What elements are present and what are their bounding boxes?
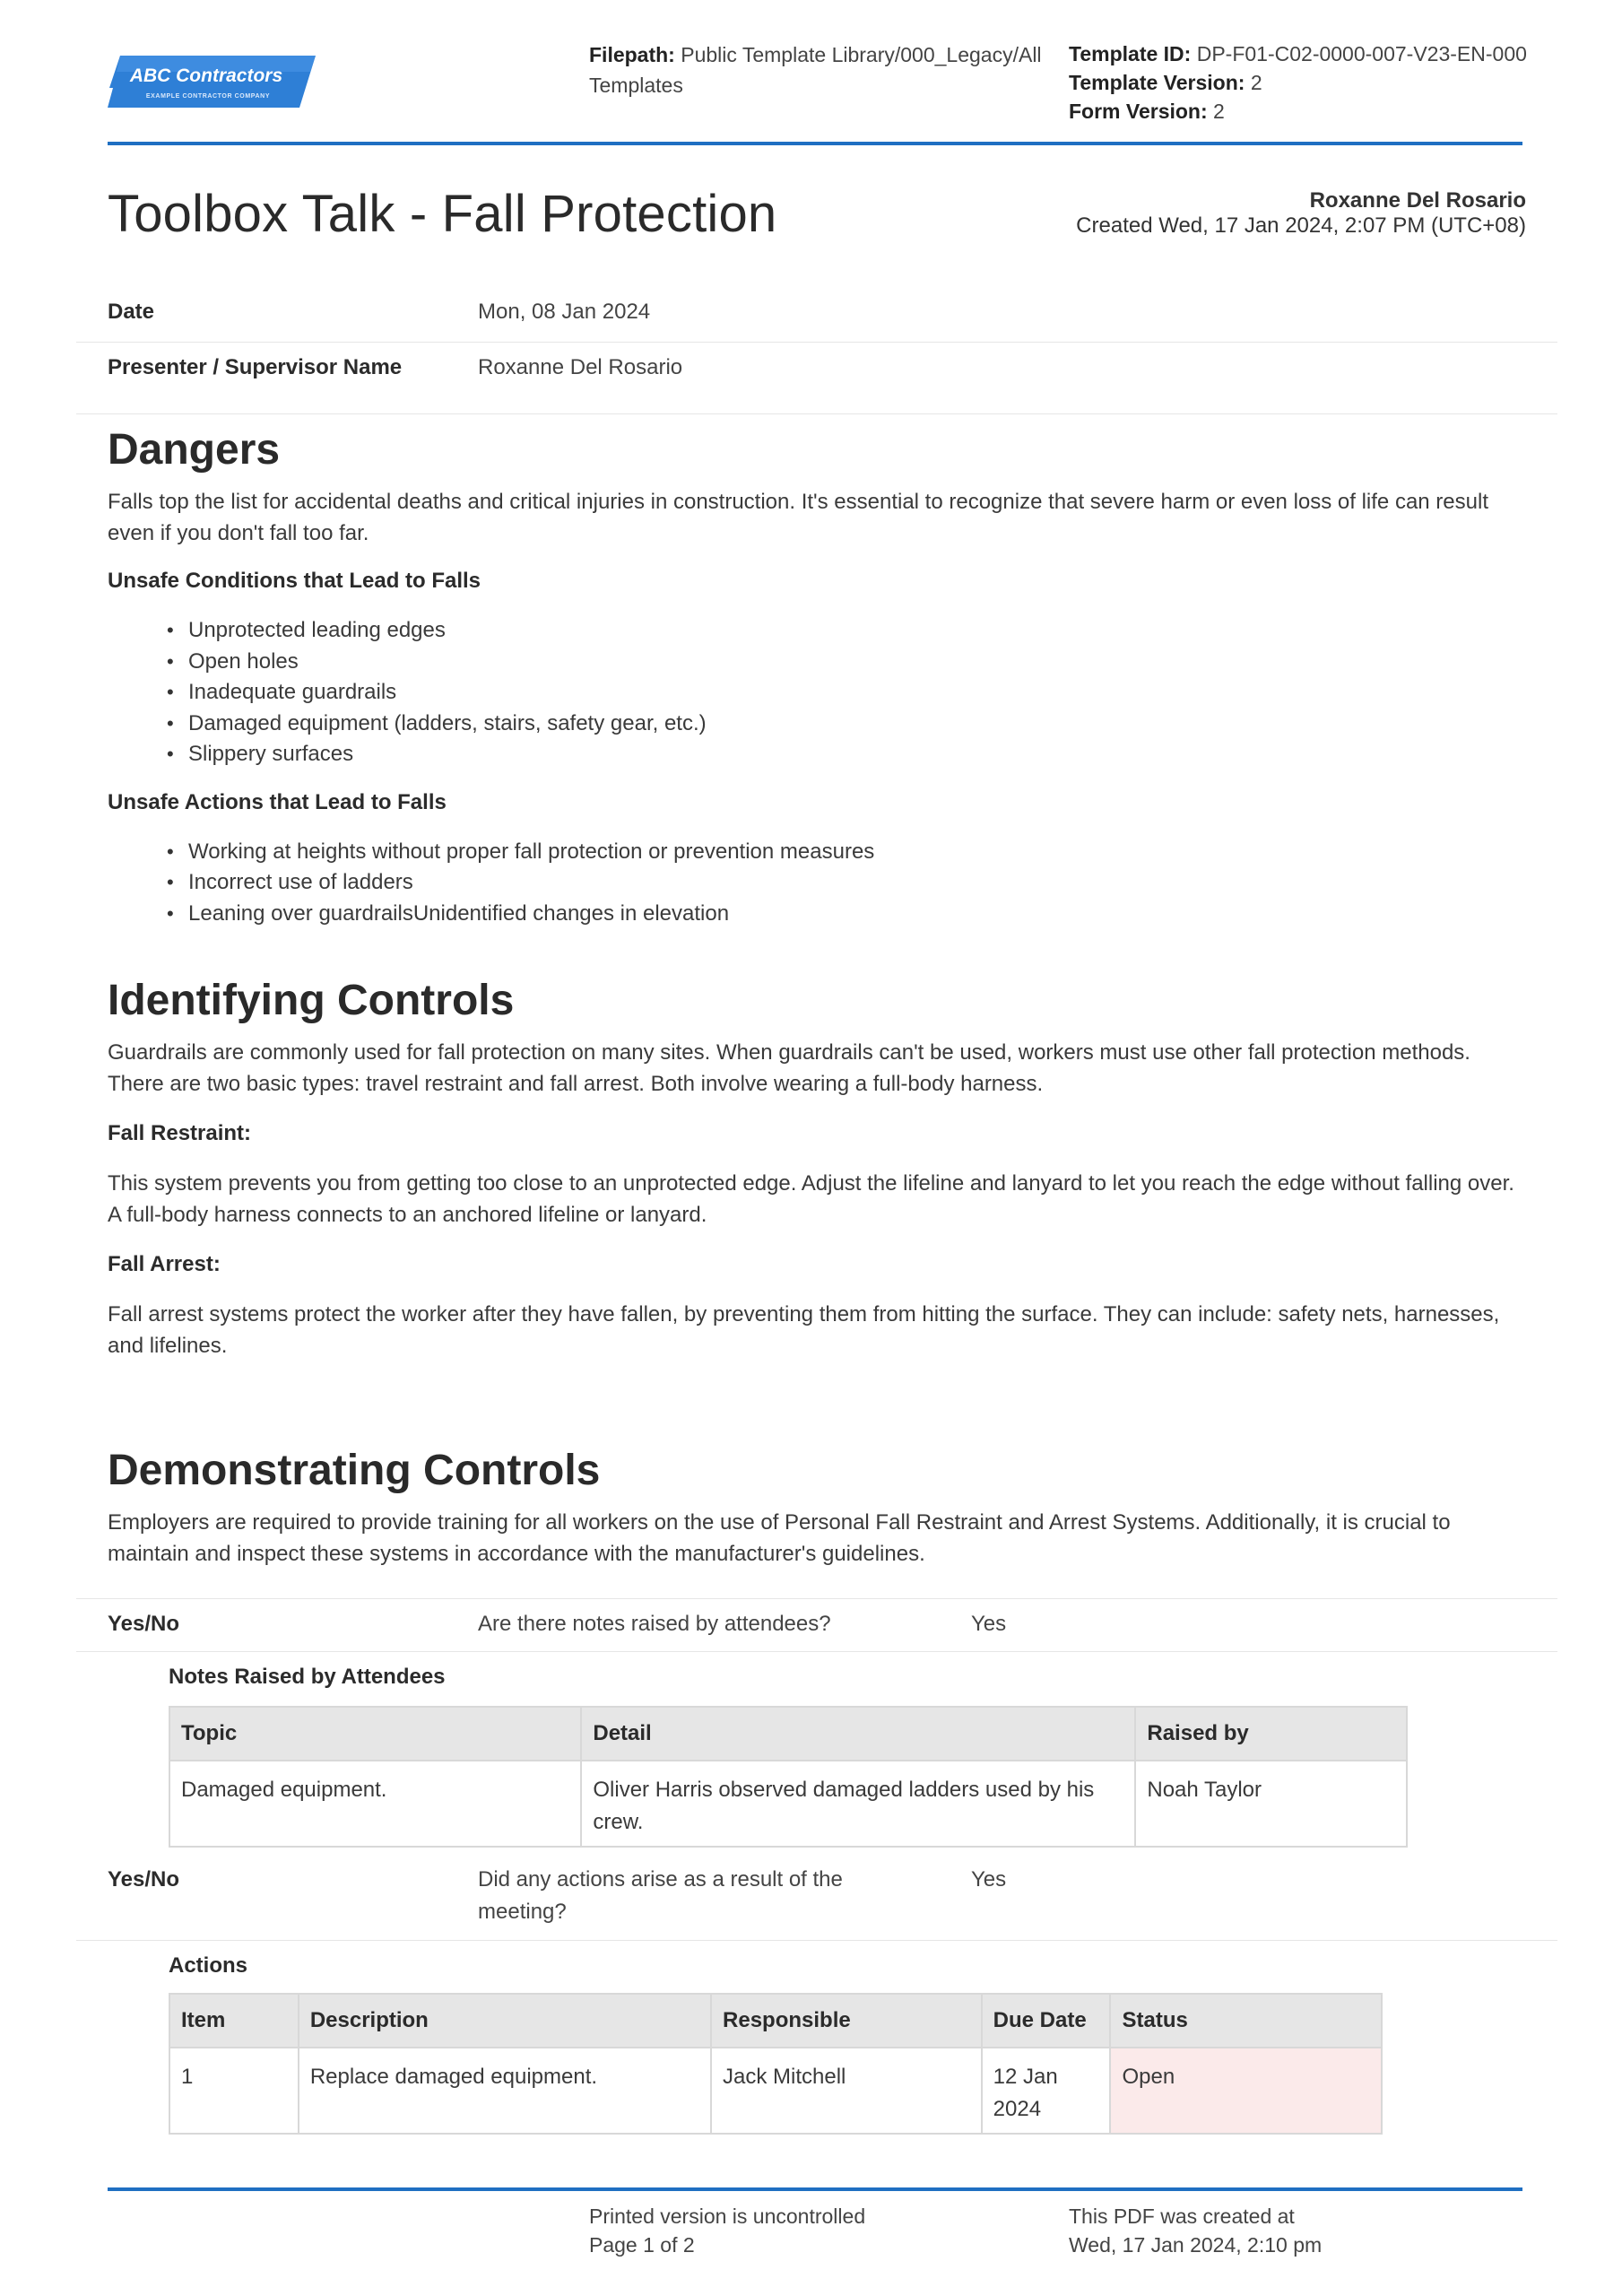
actions-table bbox=[169, 1993, 1383, 2135]
pdf-created-timestamp: Wed, 17 Jan 2024, 2:10 pm bbox=[1069, 2233, 1323, 2257]
column-header: Detail bbox=[581, 1707, 1135, 1761]
fall-restraint-text: This system prevents you from getting too close to an unprotected edge. Adjust the lifeline and lanyard to let you reach the edge without falling over. A full-body harness connects to an anchored lifeline or lanyard. bbox=[108, 1171, 1514, 1227]
question-answer[interactable]: Yes bbox=[971, 1867, 1007, 1892]
actions-list bbox=[170, 837, 1524, 930]
column-header: Responsible bbox=[711, 1994, 982, 2048]
template-version-label: Template Version: bbox=[1069, 71, 1245, 94]
logo-tagline: EXAMPLE CONTRACTOR COMPANY bbox=[145, 93, 271, 100]
column-header: Description bbox=[299, 1994, 711, 2048]
footer-print-info bbox=[589, 2202, 865, 2259]
footer-created-info bbox=[1069, 2202, 1322, 2259]
table-cell: Damaged equipment. bbox=[169, 1761, 581, 1847]
document-title: Toolbox Talk - Fall Protection bbox=[108, 185, 777, 243]
filepath-label: Filepath: bbox=[589, 43, 675, 66]
actions-heading: Unsafe Actions that Lead to Falls bbox=[108, 789, 447, 814]
table-header-row bbox=[169, 1994, 1382, 2048]
dangers-section bbox=[108, 425, 1524, 929]
question-type-label: Yes/No bbox=[108, 1867, 180, 1892]
template-version-value: 2 bbox=[1250, 71, 1262, 94]
template-id-label: Template ID: bbox=[1069, 42, 1192, 65]
fall-arrest-heading: Fall Arrest: bbox=[108, 1252, 221, 1276]
company-logo bbox=[108, 52, 316, 111]
table-row[interactable] bbox=[169, 2048, 1382, 2134]
pdf-created-label: This PDF was created at bbox=[1069, 2205, 1295, 2228]
filepath-value-continued: Templates bbox=[589, 74, 683, 97]
logo-text: ABC Contractors bbox=[129, 65, 283, 86]
list-item: • Unprotected leading edges bbox=[170, 615, 1524, 647]
presenter-value[interactable]: Roxanne Del Rosario bbox=[478, 355, 683, 379]
list-item: • Leaning over guardrailsUnidentified changes in elevation bbox=[170, 899, 1524, 930]
table-row bbox=[169, 1761, 1407, 1847]
list-item: • Working at heights without proper fall protection or prevention measures bbox=[170, 837, 1524, 868]
actions-table-label: Actions bbox=[169, 1953, 248, 1978]
column-header: Item bbox=[169, 1994, 299, 2048]
header-divider bbox=[108, 142, 1522, 145]
identifying-heading: Identifying Controls bbox=[108, 977, 515, 1024]
dangers-intro: Falls top the list for accidental deaths and critical injuries in construction. It's essential to recognize that severe harm or even loss of life can result even if you don't fall too far. bbox=[108, 490, 1488, 545]
conditions-heading: Unsafe Conditions that Lead to Falls bbox=[108, 569, 481, 593]
created-timestamp: Created Wed, 17 Jan 2024, 2:07 PM (UTC+08) bbox=[1076, 213, 1526, 238]
question-text: Are there notes raised by attendees? bbox=[478, 1612, 831, 1636]
dangers-heading: Dangers bbox=[108, 426, 281, 474]
column-header: Due Date bbox=[982, 1994, 1111, 2048]
question-row-notes bbox=[76, 1598, 1557, 1652]
table-cell: Jack Mitchell bbox=[711, 2048, 982, 2134]
form-version-value: 2 bbox=[1213, 100, 1225, 123]
list-item: • Open holes bbox=[170, 647, 1524, 678]
notes-table bbox=[169, 1706, 1408, 1848]
table-cell: Oliver Harris observed damaged ladders used by his crew. bbox=[581, 1761, 1135, 1847]
template-id-value: DP-F01-C02-0000-007-V23-EN-000 bbox=[1196, 42, 1527, 65]
identifying-controls-section bbox=[108, 976, 1524, 1361]
table-cell: Replace damaged equipment. bbox=[299, 2048, 711, 2134]
table-cell: 12 Jan 2024 bbox=[982, 2048, 1111, 2134]
uncontrolled-notice: Printed version is uncontrolled bbox=[589, 2205, 866, 2228]
page-number: Page 1 of 2 bbox=[589, 2233, 695, 2257]
filepath-value: Public Template Library/000_Legacy/All bbox=[681, 43, 1042, 66]
status-badge[interactable]: Open bbox=[1110, 2048, 1382, 2134]
fall-restraint-heading: Fall Restraint: bbox=[108, 1121, 252, 1145]
question-text: Did any actions arise as a result of the meeting? bbox=[478, 1867, 843, 1924]
template-info-block bbox=[1069, 39, 1571, 126]
author-block bbox=[1076, 188, 1526, 239]
filepath-block bbox=[589, 39, 1055, 100]
conditions-list bbox=[170, 615, 1524, 770]
list-item: • Inadequate guardrails bbox=[170, 677, 1524, 709]
identifying-intro: Guardrails are commonly used for fall protection on many sites. When guardrails can't be used, workers must use other fall protection methods. There are two basic types: travel restraint and fall arrest. Both involve wearing a full-body harness. bbox=[108, 1040, 1470, 1096]
table-header-row bbox=[169, 1707, 1407, 1761]
date-row bbox=[76, 287, 1557, 343]
list-item: • Damaged equipment (ladders, stairs, safety gear, etc.) bbox=[170, 709, 1524, 740]
question-row-actions bbox=[76, 1855, 1557, 1941]
date-value[interactable]: Mon, 08 Jan 2024 bbox=[478, 300, 651, 324]
table-cell: 1 bbox=[169, 2048, 299, 2134]
demonstrating-controls-section bbox=[108, 1446, 1524, 1570]
date-label: Date bbox=[108, 300, 155, 324]
question-answer[interactable]: Yes bbox=[971, 1612, 1007, 1636]
column-header: Raised by bbox=[1135, 1707, 1407, 1761]
demonstrating-intro: Employers are required to provide training for all workers on the use of Personal Fall Restraint and Arrest Systems. Additionally, it is crucial to maintain and inspect these systems in accordance with the manufacturer's guidelines. bbox=[108, 1510, 1451, 1566]
footer-divider bbox=[108, 2187, 1522, 2191]
fall-arrest-text: Fall arrest systems protect the worker after they have fallen, by preventing them from hitting the surface. They can include: safety nets, harnesses, and lifelines. bbox=[108, 1302, 1500, 1358]
list-item: • Slippery surfaces bbox=[170, 739, 1524, 770]
author-name: Roxanne Del Rosario bbox=[1309, 188, 1526, 213]
list-item: • Incorrect use of ladders bbox=[170, 867, 1524, 899]
demonstrating-heading: Demonstrating Controls bbox=[108, 1447, 601, 1494]
presenter-row bbox=[76, 343, 1557, 414]
column-header: Topic bbox=[169, 1707, 581, 1761]
form-version-label: Form Version: bbox=[1069, 100, 1208, 123]
table-cell: Noah Taylor bbox=[1135, 1761, 1407, 1847]
presenter-label: Presenter / Supervisor Name bbox=[108, 355, 403, 379]
notes-table-label: Notes Raised by Attendees bbox=[169, 1665, 446, 1689]
column-header: Status bbox=[1110, 1994, 1382, 2048]
question-type-label: Yes/No bbox=[108, 1612, 180, 1636]
